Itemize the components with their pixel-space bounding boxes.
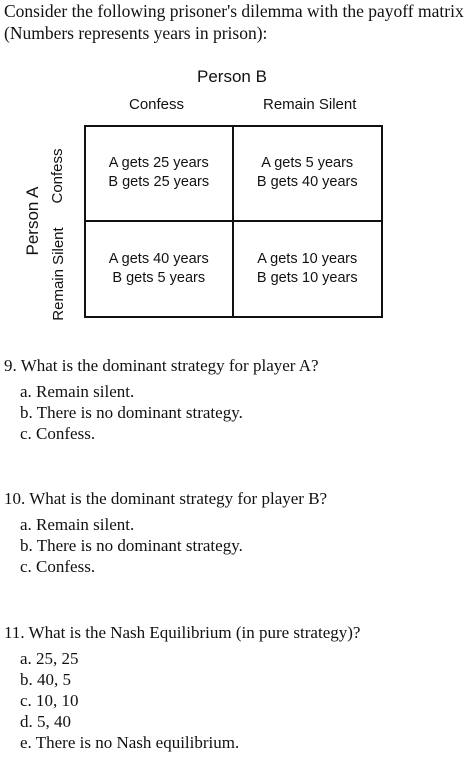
payoff-b: B gets 25 years [108,174,210,191]
answer-options [20,648,470,753]
payoff-cell-silent-confess [86,222,234,317]
answer-option[interactable]: a. Remain silent. [20,515,135,534]
payoff-cell-silent-silent [234,222,382,317]
payoff-cell-confess-silent [234,127,382,222]
intro-line-1: Consider the following prisoner's dilemma with the payoff matrix [4,1,464,21]
answer-option[interactable]: a. 25, 25 [20,649,79,668]
payoff-matrix [84,125,383,318]
payoff-b: B gets 10 years [256,269,358,286]
column-header-remain-silent: Remain Silent [263,96,357,113]
payoff-b: B gets 5 years [112,269,206,286]
answer-option[interactable]: a. Remain silent. [20,382,135,401]
payoff-b: B gets 40 years [256,174,358,191]
question-11 [4,622,470,753]
question-text: 11. What is the Nash Equilibrium (in pure strategy)? [4,623,361,642]
column-header-confess: Confess [129,96,185,113]
payoff-a: A gets 25 years [108,155,209,172]
question-9 [4,355,470,444]
question-text: 10. What is the dominant strategy for player B? [4,489,328,508]
payoff-a: A gets 10 years [257,250,358,267]
answer-option[interactable]: c. 10, 10 [20,691,79,710]
answer-option[interactable]: b. There is no dominant strategy. [20,536,243,555]
row-header-confess: Confess [49,148,66,204]
answer-option[interactable]: c. Confess. [20,424,96,443]
column-player-label: Person B [197,67,267,86]
intro-line-2: (Numbers represents years in prison): [4,23,268,43]
answer-option[interactable]: c. Confess. [20,557,96,576]
answer-option[interactable]: b. There is no dominant strategy. [20,403,243,422]
answer-options [20,381,470,444]
payoff-cell-confess-confess [86,127,234,222]
answer-option[interactable]: e. There is no Nash equilibrium. [20,733,240,752]
answer-option[interactable]: b. 40, 5 [20,670,71,689]
row-header-remain-silent: Remain Silent [50,227,67,321]
answer-option[interactable]: d. 5, 40 [20,712,71,731]
payoff-a: A gets 40 years [108,250,209,267]
question-10 [4,488,470,577]
row-player-label: Person A [23,186,42,256]
answer-options [20,514,470,577]
payoff-a: A gets 5 years [261,155,354,172]
question-text: 9. What is the dominant strategy for player A? [4,356,319,375]
intro-text [4,0,472,44]
